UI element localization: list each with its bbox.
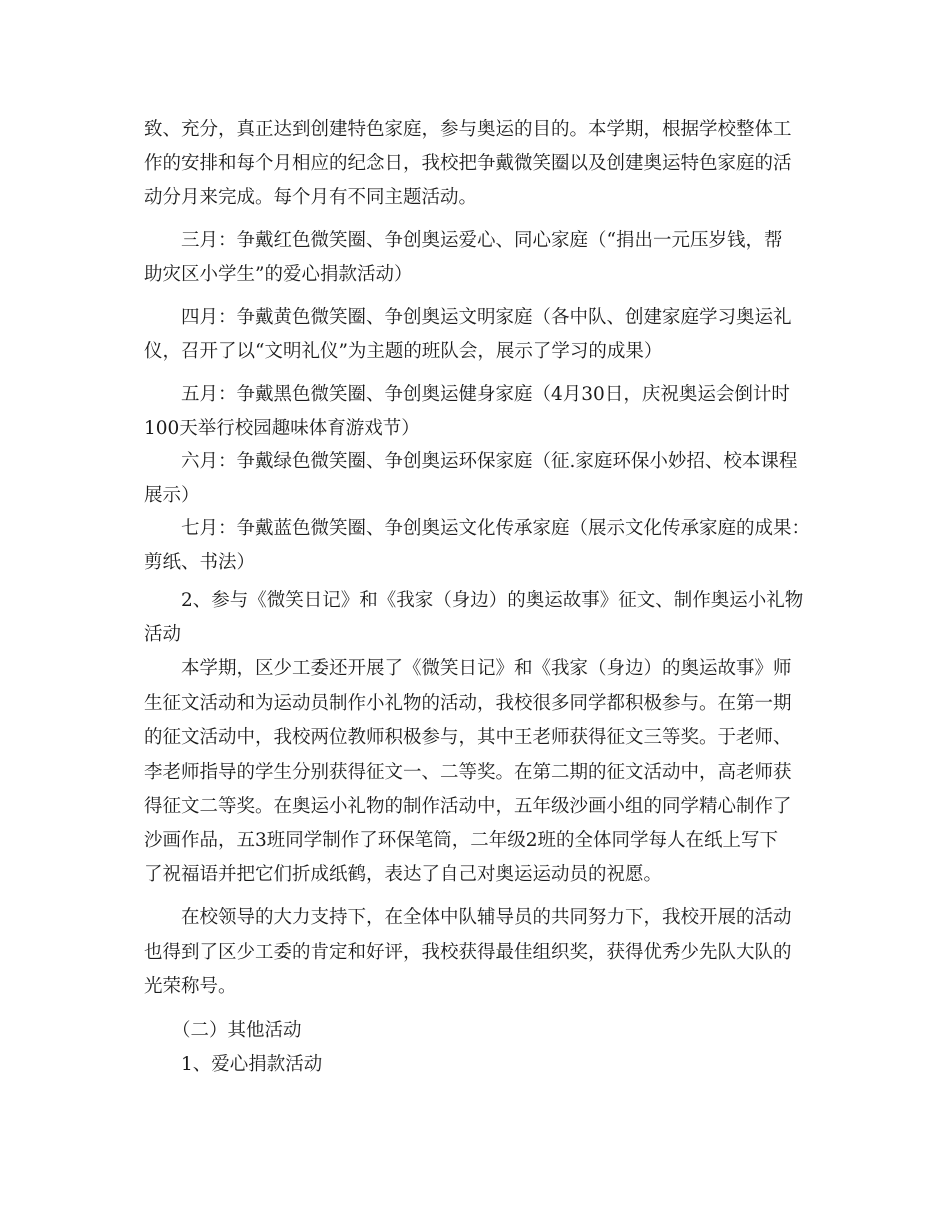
paragraph-line: 100天举行校园趣味体育游戏节） [144,418,420,439]
paragraph-line: 助灾区小学生”的爱心捐款活动） [144,264,413,285]
paragraph-line: 仪，召开了以“文明礼仪”为主题的班队会，展示了学习的成果） [144,341,663,362]
paragraph-line: 光荣称号。 [144,976,237,997]
paragraph-line: 在校领导的大力支持下，在全体中队辅导员的共同努力下，我校开展的活动 [181,907,792,928]
section-heading: （二）其他活动 [172,1020,302,1041]
paragraph-line: 四月：争戴黄色微笑圈、争创奥运文明家庭（各中队、创建家庭学习奥运礼 [181,307,792,328]
paragraph-line: 三月：争戴红色微笑圈、争创奥运爱心、同心家庭（“捐出一元压岁钱，帮 [181,230,783,251]
paragraph-line: 剪纸、书法） [144,552,256,573]
paragraph-line: 作的安排和每个月相应的纪念日，我校把争戴微笑圈以及创建奥运特色家庭的活 [144,153,792,174]
paragraph-line: 展示） [144,485,200,506]
paragraph-line: 李老师指导的学生分别获得征文一、二等奖。在第二期的征文活动中，高老师获 [144,762,792,783]
paragraph-line: 活动 [144,624,182,645]
paragraph-line: 动分月来完成。每个月有不同主题活动。 [144,187,478,208]
paragraph-line: 也得到了区少工委的肯定和好评，我校获得最佳组织奖，获得优秀少先队大队的 [144,942,792,963]
paragraph-line: 生征文活动和为运动员制作小礼物的活动，我校很多同学都积极参与。在第一期 [144,693,792,714]
paragraph-line: 七月：争戴蓝色微笑圈、争创奥运文化传承家庭（展示文化传承家庭的成果： [181,518,811,539]
paragraph-line: 得征文二等奖。在奥运小礼物的制作活动中，五年级沙画小组的同学精心制作了 [144,796,792,817]
paragraph-line: 2、参与《微笑日记》和《我家（身边）的奥运故事》征文、制作奥运小礼物 [181,590,804,611]
paragraph-line: 六月：争戴绿色微笑圈、争创奥运环保家庭（征.家庭环保小妙招、校本课程 [181,451,798,472]
paragraph-line: 五月：争戴黑色微笑圈、争创奥运健身家庭（4月30日，庆祝奥运会倒计时 [181,384,790,405]
paragraph-line: 本学期，区少工委还开展了《微笑日记》和《我家（身边）的奥运故事》师 [181,658,792,679]
paragraph-line: 了祝福语并把它们折成纸鹤，表达了自己对奥运运动员的祝愿。 [144,864,663,885]
paragraph-line: 沙画作品，五3班同学制作了环保笔筒，二年级2班的全体同学每人在纸上写下 [144,830,779,851]
paragraph-line: 致、充分，真正达到创建特色家庭，参与奥运的目的。本学期，根据学校整体工 [144,119,792,140]
paragraph-line: 的征文活动中，我校两位教师积极参与，其中王老师获得征文三等奖。于老师、 [144,727,792,748]
subsection-heading: 1、爱心捐款活动 [181,1054,323,1075]
